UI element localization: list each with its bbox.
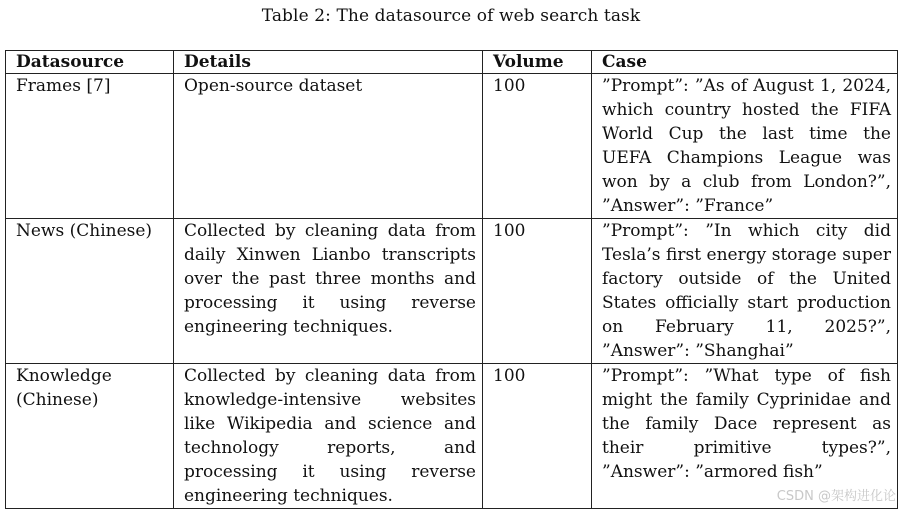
header-row — [6, 51, 898, 74]
cell-volume: 100 — [483, 74, 592, 219]
header-details: Details — [174, 51, 483, 74]
cell-case: ”Prompt”: ”What type of fish might the family Cyprinidae and the family Dace represent as their primitive types?”, ”Answer”: ”armored fish” — [592, 364, 898, 509]
header-case: Case — [592, 51, 898, 74]
cell-details: Collected by cleaning data from daily Xinwen Lianbo transcripts over the past three months and processing it using reverse engineering techniques. — [174, 219, 483, 364]
datasource-table — [5, 50, 898, 509]
cell-volume: 100 — [483, 364, 592, 509]
cell-volume: 100 — [483, 219, 592, 364]
header-volume: Volume — [483, 51, 592, 74]
cell-case: ”Prompt”: ”In which city did Tesla’s first energy storage super factory outside of the United States officially start production on February 11, 2025?”, ”Answer”: ”Shanghai” — [592, 219, 898, 364]
table-row — [6, 74, 898, 219]
table-row — [6, 219, 898, 364]
cell-datasource: Knowledge (Chinese) — [6, 364, 174, 509]
cell-details: Collected by cleaning data from knowledge-intensive websites like Wikipedia and science and technology reports, and processing it using reverse engineering techniques. — [174, 364, 483, 509]
table-row — [6, 364, 898, 509]
table-caption: Table 2: The datasource of web search task — [261, 6, 641, 26]
header-datasource: Datasource — [6, 51, 174, 74]
cell-details: Open-source dataset — [174, 74, 483, 219]
cell-datasource: Frames [7] — [6, 74, 174, 219]
cell-case: ”Prompt”: ”As of August 1, 2024, which country hosted the FIFA World Cup the last time the UEFA Champions League was won by a club from London?”, ”Answer”: ”France” — [592, 74, 898, 219]
watermark: CSDN @架构进化论 — [776, 489, 896, 504]
cell-datasource: News (Chinese) — [6, 219, 174, 364]
